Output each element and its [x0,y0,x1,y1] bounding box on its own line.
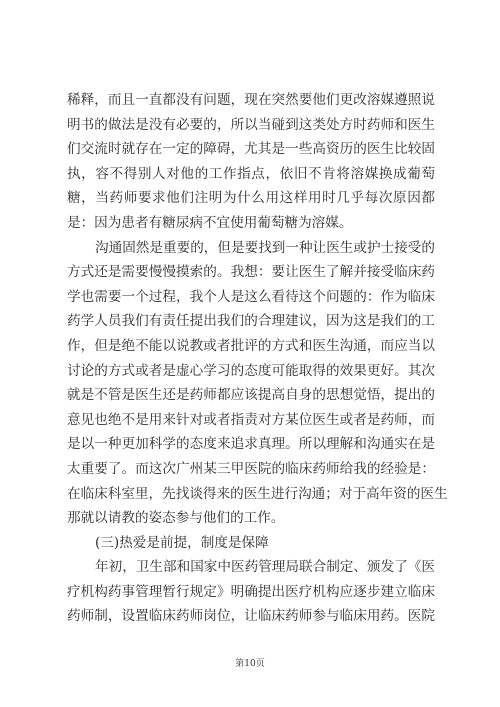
text-line: 方式还是需要慢慢摸索的。我想：要让医生了解并接受临床药 [67,264,435,281]
text-line: 意见也绝不是用来针对或者指责对方某位医生或者是药师，而 [67,411,435,428]
page-number: 第10页 [235,659,265,669]
text-line: 药师制，设置临床药师岗位，让临床药师参与临床用药。医院 [67,608,435,625]
text-line: 作，但是绝不能以说教或者批评的方式和医生沟通，而应当以 [67,337,435,354]
text-line: 药学人员我们有责任提出我们的合理建议，因为这是我们的工 [67,313,435,330]
text-line: 就是不管是医生还是药师都应该提高自身的思想觉悟，提出的 [67,387,435,404]
text-line: 执，容不得别人对他的工作指点，依旧不肯将溶媒换成葡萄 [67,165,435,182]
text-line: 糖，当药师要求他们注明为什么用这样用时几乎每次原因都 [67,190,435,207]
text-line: 讨论的方式或者是虚心学习的态度可能取得的效果更好。其次 [67,362,435,379]
text-line: 是：因为患者有糖尿病不宜使用葡萄糖为溶媒。 [67,214,353,231]
text-line: 太重要了。而这次广州某三甲医院的临床药师给我的经验是： [67,460,435,477]
text-line: 们交流时就存在一定的障碍，尤其是一些高资历的医生比较固 [67,141,435,158]
body-text [67,88,448,629]
text-line: 是以一种更加科学的态度来追求真理。所以理解和沟通实在是 [67,436,435,453]
text-line: 疗机构药事管理暂行规定》明确提出医疗机构应逐步建立临床 [67,583,435,600]
text-line: 稀释，而且一直都没有问题，现在突然要他们更改溶媒遵照说 [67,92,435,108]
text-line: 学也需要一个过程，我个人是这么看待这个问题的：作为临床 [67,288,435,305]
text-line: 沟通固然是重要的，但是要找到一种让医生或护士接受的 [95,239,435,256]
text-line: 年初，卫生部和国家中医药管理局联合制定、颁发了《医 [95,559,435,576]
text-line: 那就以请教的姿态参与他们的工作。 [67,510,285,527]
text-line: 明书的做法是没有必要的，所以当碰到这类处方时药师和医生 [67,116,435,133]
text-line: 在临床科室里，先找谈得来的医生进行沟通；对于高年资的医生 [67,485,448,502]
section-heading: (三)热爱是前提，制度是保障 [95,534,269,551]
